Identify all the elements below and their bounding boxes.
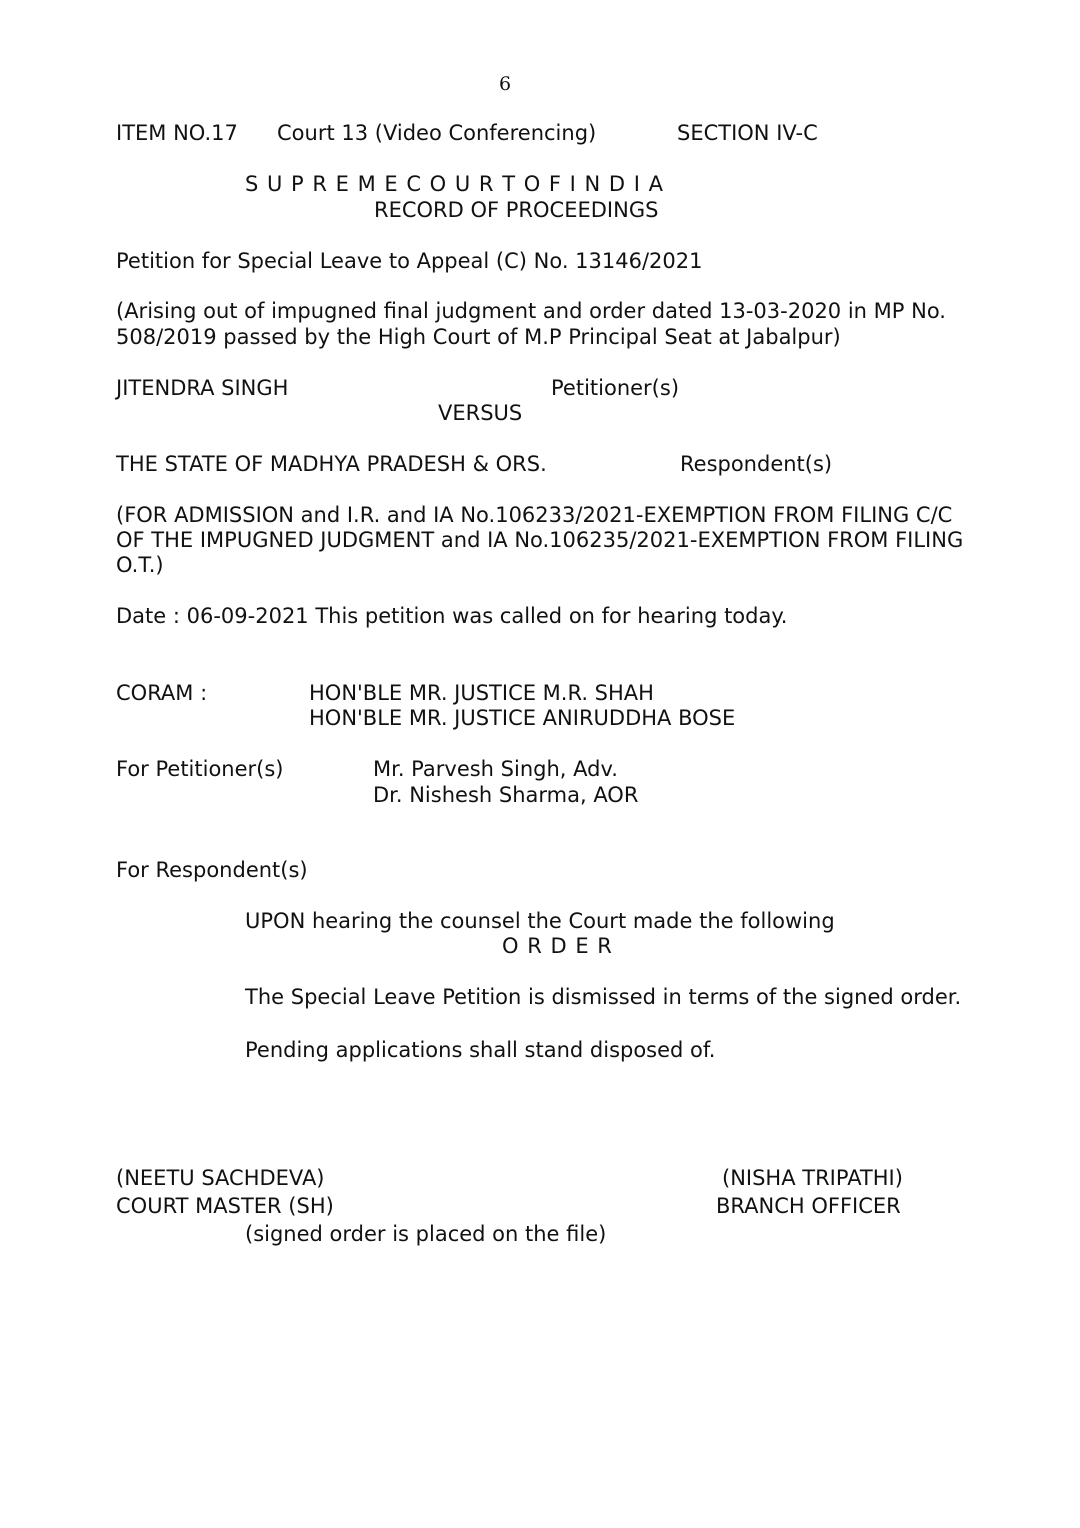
branch-officer-title: BRANCH OFFICER — [716, 1194, 901, 1218]
court-name: Court 13 (Video Conferencing) — [277, 121, 597, 145]
page-number: 6 — [499, 73, 512, 95]
court-master-title: COURT MASTER (SH) — [116, 1194, 334, 1218]
for-admission-line-1: (FOR ADMISSION and I.R. and IA No.106233/2021-EXEMPTION FROM FILING C/C — [116, 503, 953, 527]
item-number: ITEM NO.17 — [116, 121, 238, 145]
respondent-role: Respondent(s) — [680, 452, 833, 476]
coram-judge-2: HON'BLE MR. JUSTICE ANIRUDDHA BOSE — [309, 706, 736, 730]
coram-judge-1: HON'BLE MR. JUSTICE M.R. SHAH — [309, 681, 654, 705]
order-heading: O R D E R — [502, 934, 613, 958]
versus-label: VERSUS — [438, 401, 523, 425]
court-title: S U P R E M E C O U R T O F I N D I A — [245, 172, 664, 196]
for-admission-line-3: O.T.) — [116, 553, 164, 577]
hearing-date-line: Date : 06-09-2021 This petition was called on for hearing today. — [116, 604, 788, 628]
order-paragraph-2: Pending applications shall stand disposed of. — [245, 1038, 716, 1062]
respondent-name: THE STATE OF MADHYA PRADESH & ORS. — [116, 452, 547, 476]
record-title: RECORD OF PROCEEDINGS — [374, 198, 659, 222]
petitioner-counsel-1: Mr. Parvesh Singh, Adv. — [373, 757, 618, 781]
for-respondent-label: For Respondent(s) — [116, 858, 308, 882]
for-admission-line-2: OF THE IMPUGNED JUDGMENT and IA No.106235/2021-EXEMPTION FROM FILING — [116, 528, 964, 552]
petitioner-counsel-2: Dr. Nishesh Sharma, AOR — [373, 783, 639, 807]
petitioner-role: Petitioner(s) — [551, 376, 680, 400]
upon-hearing-line: UPON hearing the counsel the Court made the following — [245, 909, 835, 933]
petition-title: Petition for Special Leave to Appeal (C) No. 13146/2021 — [116, 249, 703, 273]
section-label: SECTION IV-C — [677, 121, 818, 145]
branch-officer-name: (NISHA TRIPATHI) — [722, 1166, 903, 1190]
signed-order-note: (signed order is placed on the file) — [245, 1222, 607, 1246]
petitioner-name: JITENDRA SINGH — [116, 376, 289, 400]
arising-line-2: 508/2019 passed by the High Court of M.P Principal Seat at Jabalpur) — [116, 325, 841, 349]
for-petitioner-label: For Petitioner(s) — [116, 757, 284, 781]
arising-line-1: (Arising out of impugned final judgment and order dated 13-03-2020 in MP No. — [116, 299, 946, 323]
coram-label: CORAM : — [116, 681, 208, 705]
court-master-name: (NEETU SACHDEVA) — [116, 1166, 325, 1190]
order-paragraph-1: The Special Leave Petition is dismissed in terms of the signed order. — [245, 985, 962, 1009]
